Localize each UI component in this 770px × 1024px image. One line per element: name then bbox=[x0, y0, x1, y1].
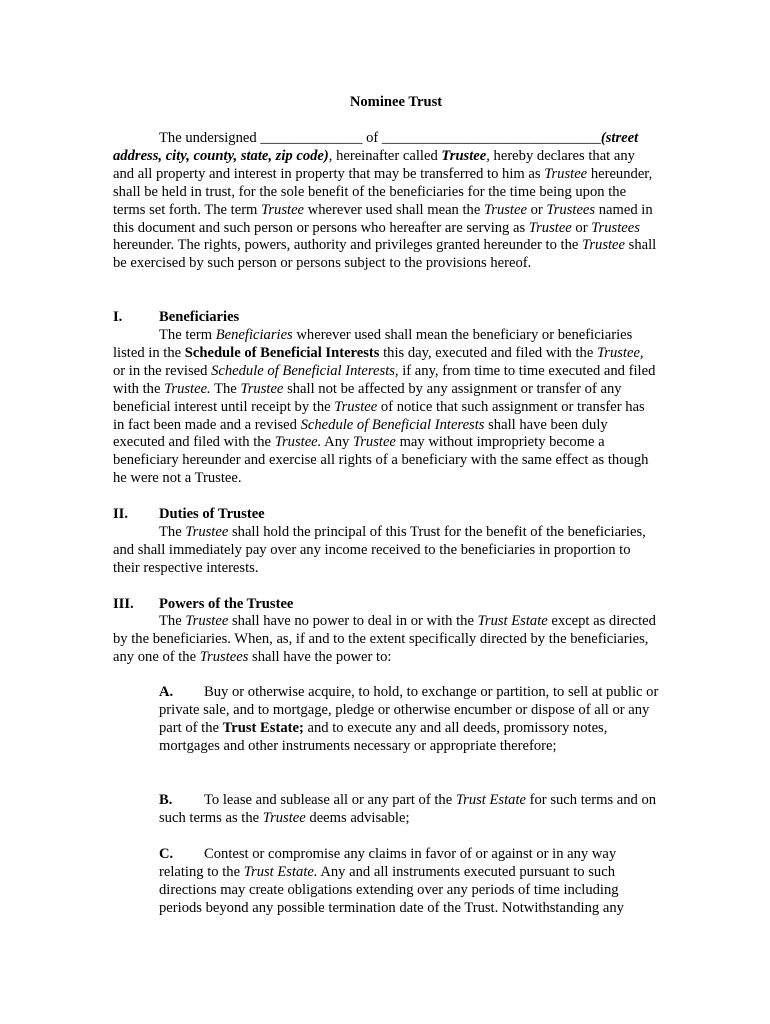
section-heading-powers: III. Powers of the Trustee bbox=[113, 596, 294, 612]
section-heading-beneficiaries: I. Beneficiaries bbox=[113, 309, 240, 325]
power-item-c: C. Contest or compromise any claims in favor of or against or in any way relating to the Trust Estate. Any and all instruments executed pursuant to such directions may create obligations extending over any periods of time including periods beyond any possible termination date of the Trust. Notwithstanding any bbox=[159, 846, 624, 916]
duties-paragraph: The Trustee shall hold the principal of this Trust for the benefit of the beneficiaries, and shall immediately pay over any income received to the beneficiaries in proportion to their respective interests. bbox=[113, 524, 646, 576]
power-item-a: A. Buy or otherwise acquire, to hold, to exchange or partition, to sell at public or private sale, and to mortgage, pledge or otherwise encumber or dispose of all or any part of the Trust Estate; and to execute any and all deeds, promissory notes, mortgages and other instruments necessary or appropriate therefore; bbox=[159, 684, 659, 754]
intro-paragraph: The undersigned ______________ of ______________________________(street address, city, county, state, zip code), hereinafter called Trustee, hereby declares that any and all property and interest in property that may be transferred to him as Trustee hereunder, shall be held in trust, for the sole benefit of the beneficiaries for the time being upon the terms set forth. The term Trustee wherever used shall mean the Trustee or Trustees named in this document and such person or persons who hereafter are serving as Trustee or Trustees hereunder. The rights, powers, authority and privileges granted hereunder to the Trustee shall be exercised by such person or persons subject to the provisions hereof. bbox=[113, 130, 657, 272]
section-heading-duties: II. Duties of Trustee bbox=[113, 506, 265, 522]
beneficiaries-paragraph: The term Beneficiaries wherever used shall mean the beneficiary or beneficiaries listed in the Schedule of Beneficial Interests this day, executed and filed with the Trustee, or in the revised Schedule of Beneficial Interests, if any, from time to time executed and filed with the Trustee. The Trustee shall not be affected by any assignment or transfer of any beneficial interest until receipt by the Trustee of notice that such assignment or transfer has in fact been made and a revised Schedule of Beneficial Interests shall have been duly executed and filed with the Trustee. Any Trustee may without impropriety become a beneficiary hereunder and exercise all rights of a beneficiary with the same effect as though he were not a Trustee. bbox=[113, 327, 656, 487]
power-item-b: B. To lease and sublease all or any part of the Trust Estate for such terms and on such terms as the Trustee deems advisable; bbox=[159, 792, 657, 826]
powers-paragraph: The Trustee shall have no power to deal in or with the Trust Estate except as directed by the beneficiaries. When, as, if and to the extent specifically directed by the beneficiaries, any one of the Trustees shall have the power to: bbox=[113, 613, 656, 665]
document-title: Nominee Trust bbox=[349, 94, 443, 110]
